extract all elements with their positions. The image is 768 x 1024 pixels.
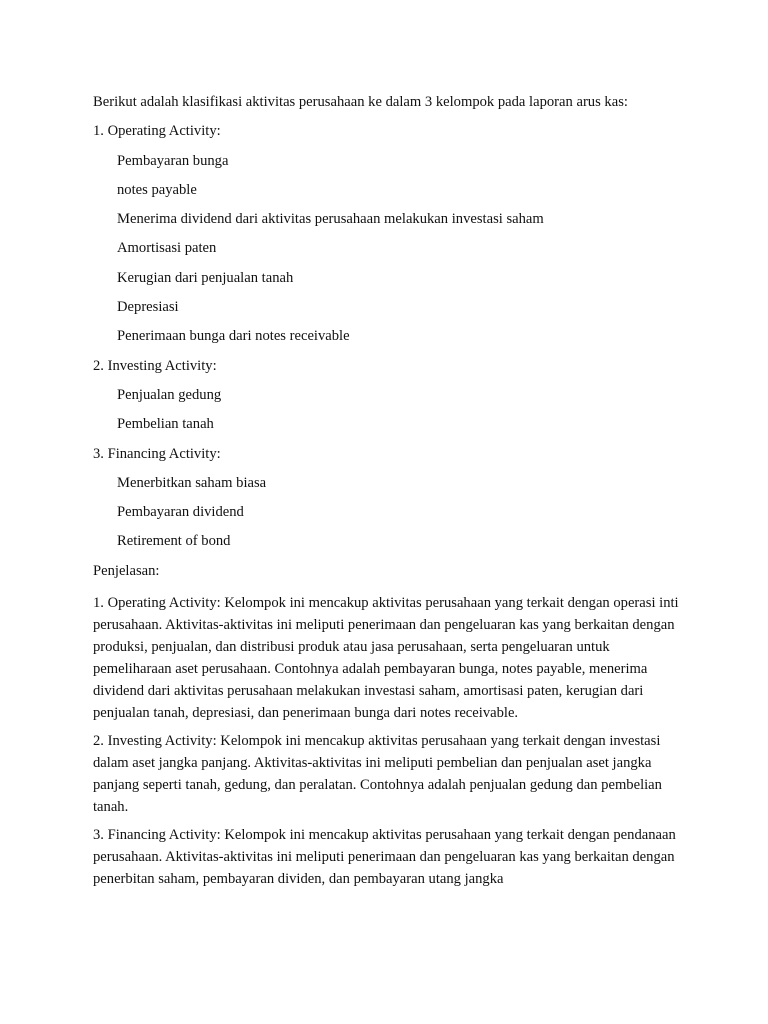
- list-item: Penerimaan bunga dari notes receivable: [117, 328, 350, 345]
- list-item: Pembelian tanah: [117, 416, 214, 433]
- explanation-paragraph-investing: 2. Investing Activity: Kelompok ini mencakup aktivitas perusahaan yang terkait dengan investasi dalam aset jangka panjang. Aktivitas-aktivitas ini meliputi pembelian dan penjualan aset jangka panjang seperti tanah, gedung, dan peralatan. Contohnya adalah penjualan gedung dan pembelian tanah.: [93, 733, 662, 816]
- list-item: Pembayaran bunga: [117, 152, 229, 169]
- list-item: Pembayaran dividend: [117, 504, 244, 521]
- list-item: notes payable: [117, 181, 197, 198]
- list-item: Amortisasi paten: [117, 240, 217, 257]
- intro-text: Berikut adalah klasifikasi aktivitas perusahaan ke dalam 3 kelompok pada laporan arus kas:: [93, 94, 628, 110]
- list-item: Menerbitkan saham biasa: [117, 474, 267, 491]
- list-item: Penjualan gedung: [117, 386, 222, 403]
- document-page: [93, 88, 683, 893]
- explanation-paragraph-financing: 3. Financing Activity: Kelompok ini mencakup aktivitas perusahaan yang terkait dengan pendanaan perusahaan. Aktivitas-aktivitas ini meliputi penerimaan dan pengeluaran kas yang berkaitan dengan penerbitan saham, pembayaran dividen, dan pembayaran utang jangka: [93, 827, 676, 888]
- section-heading-investing: 2. Investing Activity:: [93, 357, 217, 374]
- list-item: Menerima dividend dari aktivitas perusahaan melakukan investasi saham: [117, 211, 544, 228]
- list-item: Depresiasi: [117, 299, 179, 316]
- section-heading-financing: 3. Financing Activity:: [93, 445, 221, 462]
- list-item: Retirement of bond: [117, 533, 231, 550]
- explanation-heading: Penjelasan:: [93, 562, 160, 579]
- list-item: Kerugian dari penjualan tanah: [117, 269, 294, 286]
- section-heading-operating: 1. Operating Activity:: [93, 123, 221, 140]
- explanation-paragraph-operating: 1. Operating Activity: Kelompok ini mencakup aktivitas perusahaan yang terkait dengan operasi inti perusahaan. Aktivitas-aktivitas ini meliputi penerimaan dan pengeluaran kas yang berkaitan dengan produksi, penjualan, dan distribusi produk atau jasa perusahaan, serta pengeluaran untuk pemeliharaan aset perusahaan. Contohnya adalah pembayaran bunga, notes payable, menerima dividend dari aktivitas perusahaan melakukan investasi saham, amortisasi paten, kerugian dari penjualan tanah, depresiasi, dan penerimaan bunga dari notes receivable.: [93, 595, 679, 722]
